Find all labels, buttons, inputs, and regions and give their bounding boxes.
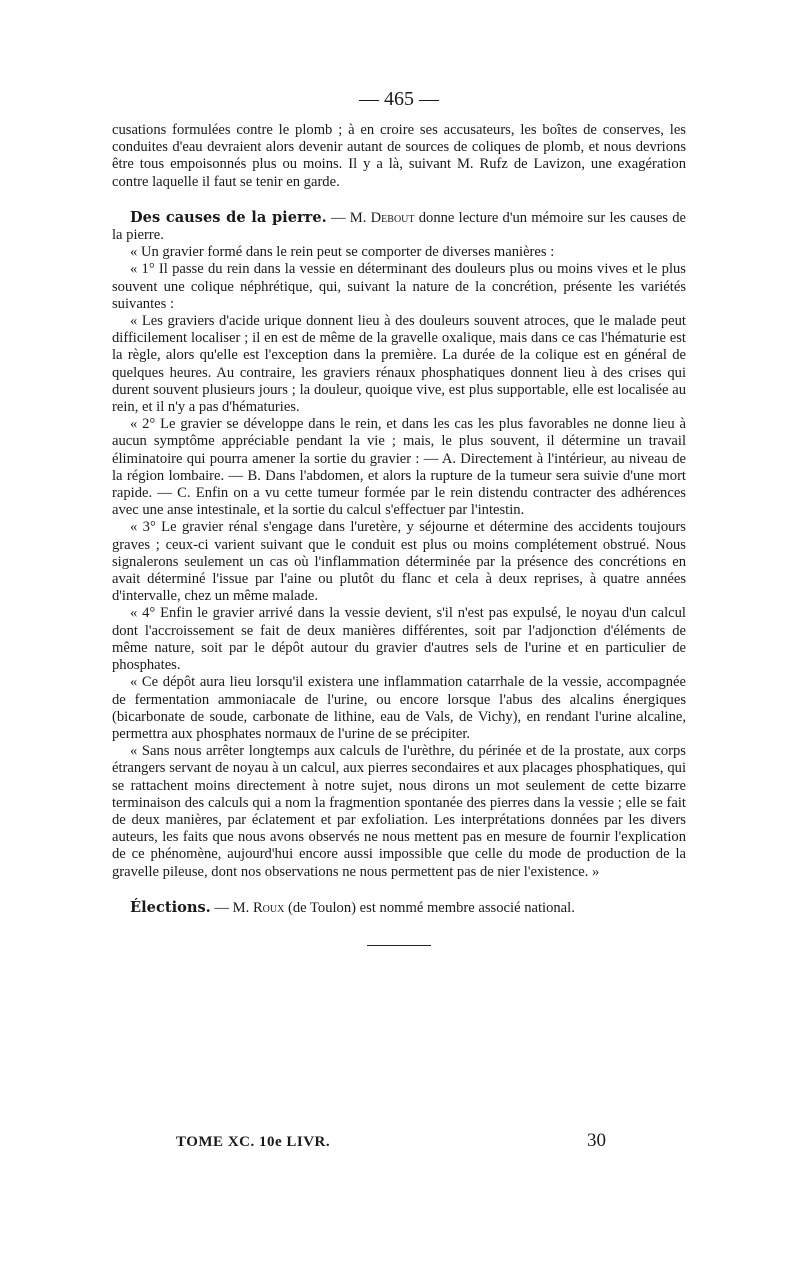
elections-text: (de Toulon) est nommé membre associé national.	[284, 899, 575, 916]
paragraph-case-3: « 3° Le gravier rénal s'engage dans l'uretère, y séjourne et détermine des accidents toujours graves ; ceux-ci varient suivant que le conduit est plus ou moins complétement obstrué. Nous signalerons seulement un cas où l'inflammation déterminée par la présence des concrétions en avait déterminé l'issue par l'aine ou plutôt du flanc et cela à deux reprises, à quatre années d'intervalle, chez un même malade.	[112, 519, 686, 605]
heading-separator: — M.	[326, 209, 371, 226]
section-elections	[112, 899, 686, 917]
author-roux: Roux	[252, 899, 285, 916]
causes-intro-text: donne lecture d'un mémoire sur les causes de la pierre.	[112, 209, 686, 244]
section-heading-elections: Élections.	[130, 898, 211, 916]
paragraph-graviers-types: « Les graviers d'acide urique donnent lieu à des douleurs souvent atroces, que le malade peut difficilement localiser ; il en est de même de la gravelle oxalique, mais dans ce cas l'hématurie est la règle, alors qu'elle est l'exception dans la première. La durée de la colique est en général de quelques heures. Au contraire, les graviers rénaux phosphatiques donnent lieu à des crises qui durent souvent plusieurs jours ; la douleur, quoique vive, est plus supportable, elle est localisée au rein, et il n'y a pas d'hématuries.	[112, 313, 686, 416]
page-body	[112, 86, 686, 946]
paragraph-case-1: « 1° Il passe du rein dans la vessie en déterminant des douleurs plus ou moins vives et le plus souvent une colique néphrétique, qui, suivant la nature de la concrétion, présente les variétés suivantes :	[112, 261, 686, 312]
section-causes-pierre	[112, 209, 686, 244]
paragraph-case-2: « 2° Le gravier se développe dans le rein, et dans les cas les plus favorables ne donne lieu à aucun symptôme appréciable pendant la vie ; mais, le plus souvent, il détermine un travail éliminatoire qui pourra amener la sortie du gravier : — A. Directement à l'intérieur, au niveau de la région lombaire. — B. Dans l'abdomen, et alors la rupture de la tumeur sera suivie d'une mort rapide. — C. Enfin on a vu cette tumeur formée par le rein distendu contracter des adhérences avec une anse intestinale, et la sortie du calcul s'effectuer par l'intestin.	[112, 416, 686, 519]
paragraph-plomb: cusations formulées contre le plomb ; à en croire ses accusateurs, les boîtes de conserves, les conduites d'eau devraient alors devenir autant de sources de coliques de plomb, et nous devrions être tous empoisonnés plus ou moins. Il y a là, suivant M. Rufz de Lavizon, une exagération contre laquelle il faut se tenir en garde.	[112, 122, 686, 190]
paragraph-case-4: « 4° Enfin le gravier arrivé dans la vessie devient, s'il n'est pas expulsé, le noyau d'un calcul dont l'accroissement se fait de deux manières différentes, soit par l'adjonction d'éléments de même nature, soit par le dépôt autour du gravier d'autres sels de l'urine et en particulier de phosphates.	[112, 605, 686, 674]
paragraph-calculs-urethre: « Sans nous arrêter longtemps aux calculs de l'urèthre, du périnée et de la prostate, aux corps étrangers servant de noyau à un calcul, aux pierres secondaires et aux placages phosphatiques, qui se rattachent moins directement à notre sujet, nous dirons un mot seulement de cette bizarre terminaison des calculs qui a nom la fragmention spontanée des pierres dans la vessie ; elle se fait de deux manières, par éclatement et par exfoliation. Les interprétations données par les divers auteurs, les faits que nous avons observés ne nous mettent pas en mesure de fournir l'explication de ce phénomène, aujourd'hui encore aussi impossible que celle du mode de production de la gravelle pileuse, dont nos observations ne nous permettent pas de nier l'existence. »	[112, 743, 686, 880]
paragraph-depot: « Ce dépôt aura lieu lorsqu'il existera une inflammation catarrhale de la vessie, accompagnée de fermentation ammoniacale de l'urine, ou encore lorsque l'abus des alcalins énergiques (bicarbonate de soude, carbonate de lithine, eau de Vals, de Vichy), en rendant l'urine alcaline, permettra aux phosphates normaux de l'urine de se précipiter.	[112, 674, 686, 742]
heading-separator: — M.	[210, 899, 253, 916]
author-debout: Debout	[370, 209, 415, 226]
page-number: — 465 —	[359, 88, 439, 110]
page-footer	[176, 1130, 606, 1152]
section-divider	[367, 945, 431, 946]
paragraph-gravier-intro: « Un gravier formé dans le rein peut se comporter de diverses manières :	[130, 244, 555, 261]
sheet-number: 30	[587, 1130, 606, 1151]
section-heading-causes: Des causes de la pierre.	[130, 208, 327, 226]
signature-mark: TOME XC. 10e LIVR.	[176, 1134, 331, 1150]
